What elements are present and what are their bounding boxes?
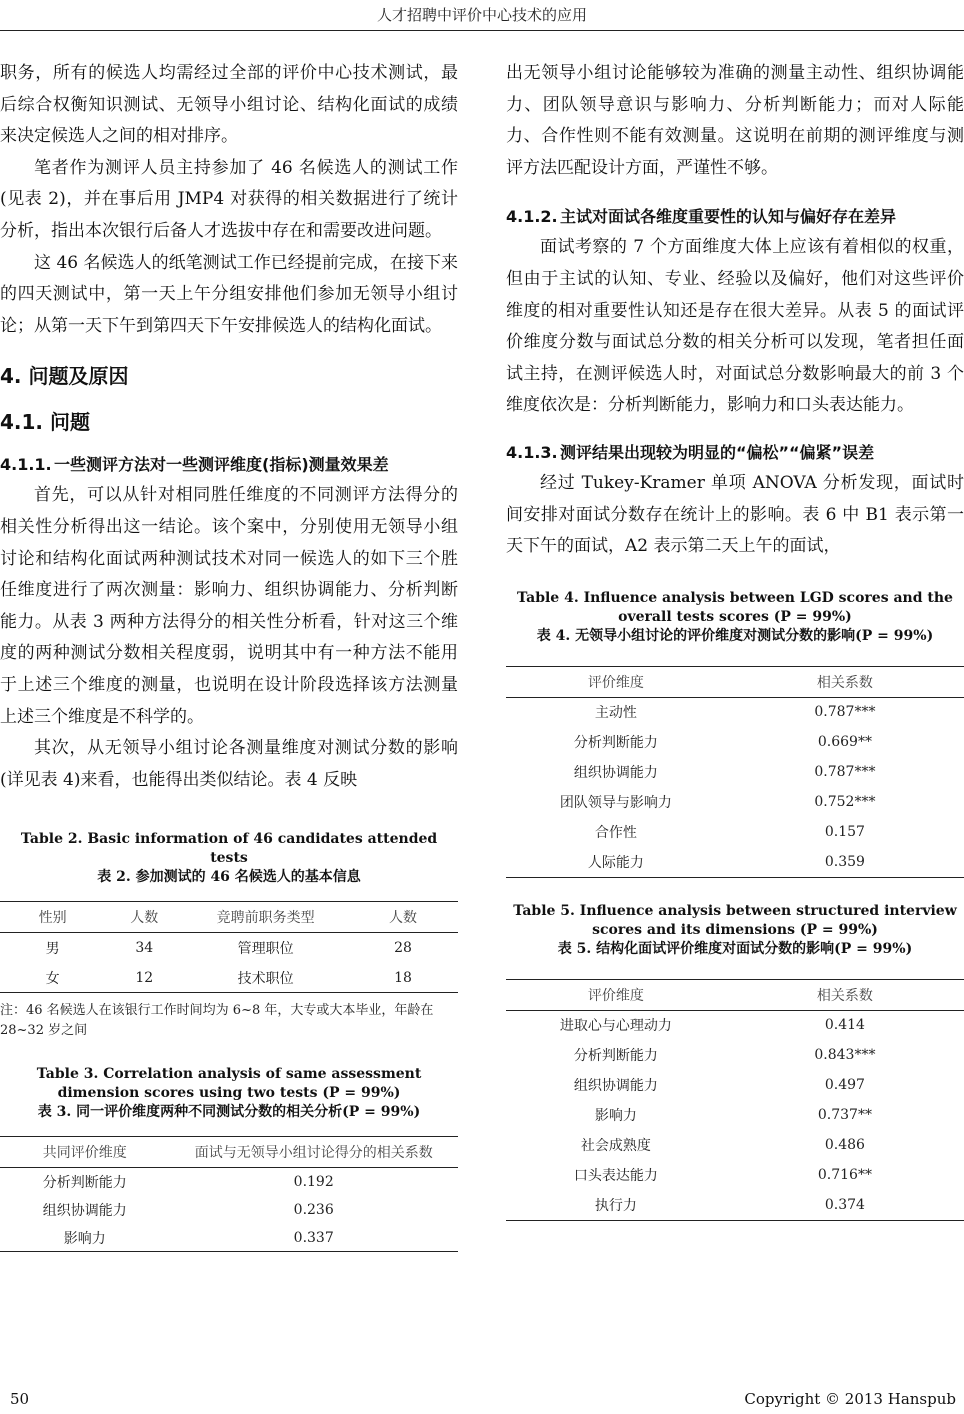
table-5 [506, 979, 964, 1221]
paragraph: 出无领导小组讨论能够较为准确的测量主动性、组织协调能力、团队领导意识与影响力、分析判断能力；而对人际能力、合作性则不能有效测量。这说明在前期的测评维度与测评方法匹配设计方面，严谨性不够。 [506, 63, 964, 178]
table-cell: 影响力 [0, 1224, 169, 1252]
table-cell: 主动性 [594, 705, 637, 722]
table-cell: 34 [135, 940, 154, 957]
section-heading-4: 4. 问题及原因 [0, 364, 129, 389]
table-header-cell: 人数 [348, 902, 458, 933]
paragraph: 这 46 名候选人的纸笔测试工作已经提前完成，在接下来的四天测试中，第一天上午分组安排他们参加无领导小组讨论；从第一天下午到第四天下午安排候选人的结构化面试。 [0, 252, 458, 336]
table-2-caption-zh: 表 2. 参加测试的 46 名候选人的基本信息 [97, 869, 361, 886]
table-cell: 0.414 [824, 1017, 865, 1034]
table-row [506, 1160, 964, 1190]
table-cell: 进取心与心理动力 [559, 1018, 672, 1035]
table-cell: 分析判断能力 [42, 1175, 127, 1192]
section-heading-4-1-2 [506, 202, 964, 232]
table-header-cell: 共同评价维度 [0, 1137, 169, 1168]
table-4 [506, 666, 964, 878]
table-cell: 合作性 [594, 825, 637, 842]
table-header-cell: 相关系数 [726, 979, 964, 1010]
table-row [506, 757, 964, 787]
table-header-cell: 人数 [105, 902, 183, 933]
section-heading-4-1-3 [506, 438, 964, 468]
right-column [506, 58, 964, 1221]
heading-text: 测评结果出现较为明显的“偏松”“偏紧”误差 [560, 442, 875, 462]
table-cell: 0.497 [824, 1077, 865, 1094]
table-cell: 0.236 [293, 1201, 334, 1218]
table-header-cell: 评价维度 [506, 979, 726, 1010]
table-row [506, 1070, 964, 1100]
table-3-caption-zh: 表 3. 同一评价维度两种不同测试分数的相关分析(P = 99%) [37, 1104, 421, 1121]
table-row [0, 1196, 458, 1224]
table-header-row [0, 1137, 458, 1168]
table-cell: 社会成熟度 [580, 1138, 651, 1155]
table-5-caption-en: Table 5. Influence analysis between structured interview scores and its dimensions (P = 99%) [513, 902, 957, 938]
table-row [506, 1100, 964, 1130]
table-cell: 组织协调能力 [573, 1078, 658, 1095]
running-head: 人才招聘中评价中心技术的应用 [376, 6, 587, 24]
section-heading-4-1-1 [0, 450, 458, 480]
table-cell: 技术职位 [183, 963, 348, 993]
table-row [0, 963, 458, 993]
table-cell: 管理职位 [237, 941, 294, 958]
heading-text: 主试对面试各维度重要性的认知与偏好存在差异 [560, 207, 897, 227]
heading-number: 4.1.2. [506, 207, 558, 227]
section-heading-4-1: 4.1. 问题 [0, 410, 90, 435]
table-cell: 0.374 [726, 1190, 964, 1220]
table-4-caption-zh: 表 4. 无领导小组讨论的评价维度对测试分数的影响(P = 99%) [536, 627, 934, 644]
table-cell: 0.737** [817, 1107, 872, 1124]
table-3 [0, 1136, 458, 1252]
table-row [506, 817, 964, 847]
table-row [506, 727, 964, 757]
table-header-row [506, 979, 964, 1010]
table-cell: 0.787*** [814, 704, 876, 721]
table-2 [0, 901, 458, 993]
left-column [0, 58, 458, 1252]
table-cell: 18 [348, 963, 458, 993]
table-header-cell: 性别 [0, 902, 105, 933]
table-header-cell: 竞聘前职务类型 [183, 902, 348, 933]
heading-number: 4.1.3. [506, 442, 558, 462]
heading-text: 一些测评方法对一些测评维度(指标)测量效果差 [54, 455, 389, 475]
table-cell: 影响力 [594, 1108, 637, 1125]
table-3-block [0, 1065, 458, 1252]
table-cell: 0.843*** [814, 1047, 876, 1064]
table-cell: 12 [105, 963, 183, 993]
table-row [506, 787, 964, 817]
table-cell: 团队领导与影响力 [559, 795, 672, 812]
table-cell: 0.486 [824, 1137, 865, 1154]
table-row [506, 1190, 964, 1220]
table-cell: 口头表达能力 [573, 1168, 658, 1185]
table-cell: 0.787*** [814, 764, 876, 781]
table-cell: 执行力 [506, 1190, 726, 1220]
heading-number: 4.1.1. [0, 455, 52, 475]
table-cell: 0.337 [169, 1224, 458, 1252]
table-4-block [506, 589, 964, 878]
table-2-block [0, 830, 458, 1041]
table-row [0, 1168, 458, 1196]
table-header-cell: 相关系数 [726, 666, 964, 697]
table-header-cell: 评价维度 [506, 666, 726, 697]
paragraph: 首先，可以从针对相同胜任维度的不同测评方法得分的相关性分析得出这一结论。该个案中，分别使用无领导小组讨论和结构化面试两种测试技术对同一候选人的如下三个胜任维度进行了两次测量：影响力、组织协调能力、分析判断能力。从表 3 两种方法得分的相关性分析看，针对这三个维度的两种测试分数相关程度弱，说明其中有一种方法不能用于上述三个维度的测量，也说明在设计阶段选择该方法测量上述三个维度是不科学的。 [0, 485, 458, 727]
table-row [506, 1130, 964, 1160]
table-row [506, 697, 964, 727]
table-5-block [506, 902, 964, 1221]
table-3-caption-en: Table 3. Correlation analysis of same assessment dimension scores using two tests (P = 99%) [36, 1066, 422, 1102]
header-rule [0, 30, 964, 31]
table-header-row [0, 902, 458, 933]
table-row [0, 933, 458, 963]
paragraph: 其次，从无领导小组讨论各测量维度对测试分数的影响(详见表 4)来看，也能得出类似结论。表 4 反映 [0, 738, 458, 790]
table-cell: 组织协调能力 [42, 1202, 127, 1219]
table-cell: 0.752*** [814, 794, 876, 811]
table-cell: 0.669** [817, 734, 872, 751]
table-5-caption-zh: 表 5. 结构化面试评价维度对面试分数的影响(P = 99%) [557, 940, 913, 957]
table-2-caption-en: Table 2. Basic information of 46 candidates attended tests [20, 831, 438, 867]
table-cell: 分析判断能力 [573, 1048, 658, 1065]
table-cell: 0.192 [293, 1174, 334, 1191]
table-cell: 0.716** [817, 1167, 872, 1184]
paragraph: 面试考察的 7 个方面维度大体上应该有着相似的权重，但由于主试的认知、专业、经验以及偏好，他们对这些评价维度的相对重要性认知还是存在很大差异。从表 5 的面试评价维度分数与面试总分数的相关分析可以发现，笔者担任面试主持，在测评候选人时，对面试总分数影响最大的前 3 个维度依次是：分析判断能力，影响力和口头表达能力。 [506, 237, 964, 416]
table-cell: 人际能力 [506, 847, 726, 877]
paragraph: 笔者作为测评人员主持参加了 46 名候选人的测试工作(见表 2)，并在事后用 JMP4 对获得的相关数据进行了统计分析，指出本次银行后备人才选拔中存在和需要改进问题。 [0, 157, 458, 241]
table-4-caption-en: Table 4. Influence analysis between LGD scores and the overall tests scores (P = 99%) [517, 589, 953, 625]
table-row [506, 1040, 964, 1070]
table-cell: 女 [0, 963, 105, 993]
table-cell: 0.157 [824, 824, 865, 841]
page-number: 50 [10, 1390, 30, 1408]
table-row [0, 1224, 458, 1252]
table-2-note: 注：46 名候选人在该银行工作时间均为 6~8 年，大专或大本毕业，年龄在 28~32 岁之间 [0, 1003, 434, 1039]
copyright-notice: Copyright © 2013 Hanspub [744, 1390, 956, 1408]
table-row [506, 1010, 964, 1040]
table-header-cell: 面试与无领导小组讨论得分的相关系数 [169, 1137, 458, 1168]
table-header-row [506, 666, 964, 697]
table-cell: 组织协调能力 [573, 765, 658, 782]
table-row [506, 847, 964, 877]
table-cell: 28 [394, 940, 412, 957]
paragraph: 经过 Tukey-Kramer 单项 ANOVA 分析发现，面试时间安排对面试分数存在统计上的影响。表 6 中 B1 表示第一天下午的面试，A2 表示第二天上午的面试， [506, 472, 964, 557]
paragraph: 职务，所有的候选人均需经过全部的评价中心技术测试，最后综合权衡知识测试、无领导小组讨论、结构化面试的成绩来决定候选人之间的相对排序。 [0, 63, 458, 147]
table-cell: 分析判断能力 [573, 735, 658, 752]
table-cell: 0.359 [726, 847, 964, 877]
table-cell: 男 [45, 941, 60, 958]
